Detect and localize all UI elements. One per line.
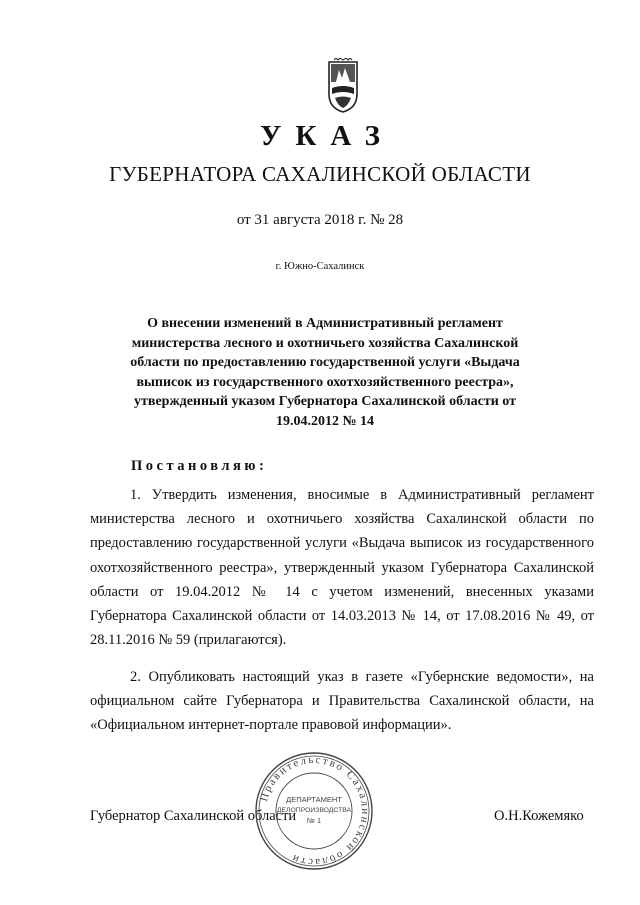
document-title: УКАЗ — [260, 120, 394, 152]
stamp-inner-line-2: ДЕЛОПРОИЗВОДСТВА — [276, 807, 352, 814]
official-stamp — [253, 750, 375, 872]
stamp-inner-line-3: № 1 — [306, 816, 322, 825]
coat-of-arms-icon — [326, 58, 360, 114]
signature-title: Губернатор Сахалинской области — [90, 808, 297, 824]
decree-word: Постановляю: — [131, 458, 268, 474]
document-subtitle: ГУБЕРНАТОРА САХАЛИНСКОЙ ОБЛАСТИ — [109, 162, 531, 186]
stamp-inner-line-1: ДЕПАРТАМЕНТ — [286, 795, 342, 804]
signature-name: О.Н.Кожемяко — [494, 808, 584, 824]
paragraph-2: 2. Опубликовать настоящий указ в газете «Губернские ведомости», на официальном сайте Губернатора и Правительства Сахалинской области, на «Официальном интернет-портале правовой информации». — [90, 669, 594, 734]
document-place: г. Южно-Сахалинск — [275, 261, 365, 272]
paragraph-1: 1. Утвердить изменения, вносимые в Административный регламент министерства лесного и охотничьего хозяйства Сахалинской области по предоставлению государственной услуги «Выдача выписок из государственного охотхозяйственного реестра», утвержденный указом Губернатора Сахалинской области от 19.04.2012 № 14 с учетом изменений, внесенных указами Губернатора Сахалинской области от 14.03.2013 № 14, от 17.08.2016 № 49, от 28.11.2016 № 59 (прилагаются). — [90, 487, 594, 649]
document-heading: О внесении изменений в Административный регламент министерства лесного и охотничьего хозяйства Сахалинской области по предоставлению государственной услуги «Выдача выписок из государственного охотхозяйственного реестра», утвержденный указом Губернатора Сахалинской области от 19.04.2012 № 14 — [130, 316, 520, 429]
document-date-number: от 31 августа 2018 г. № 28 — [236, 212, 404, 228]
stamp-outer-text: Правительство Сахалинской области — [257, 753, 372, 869]
